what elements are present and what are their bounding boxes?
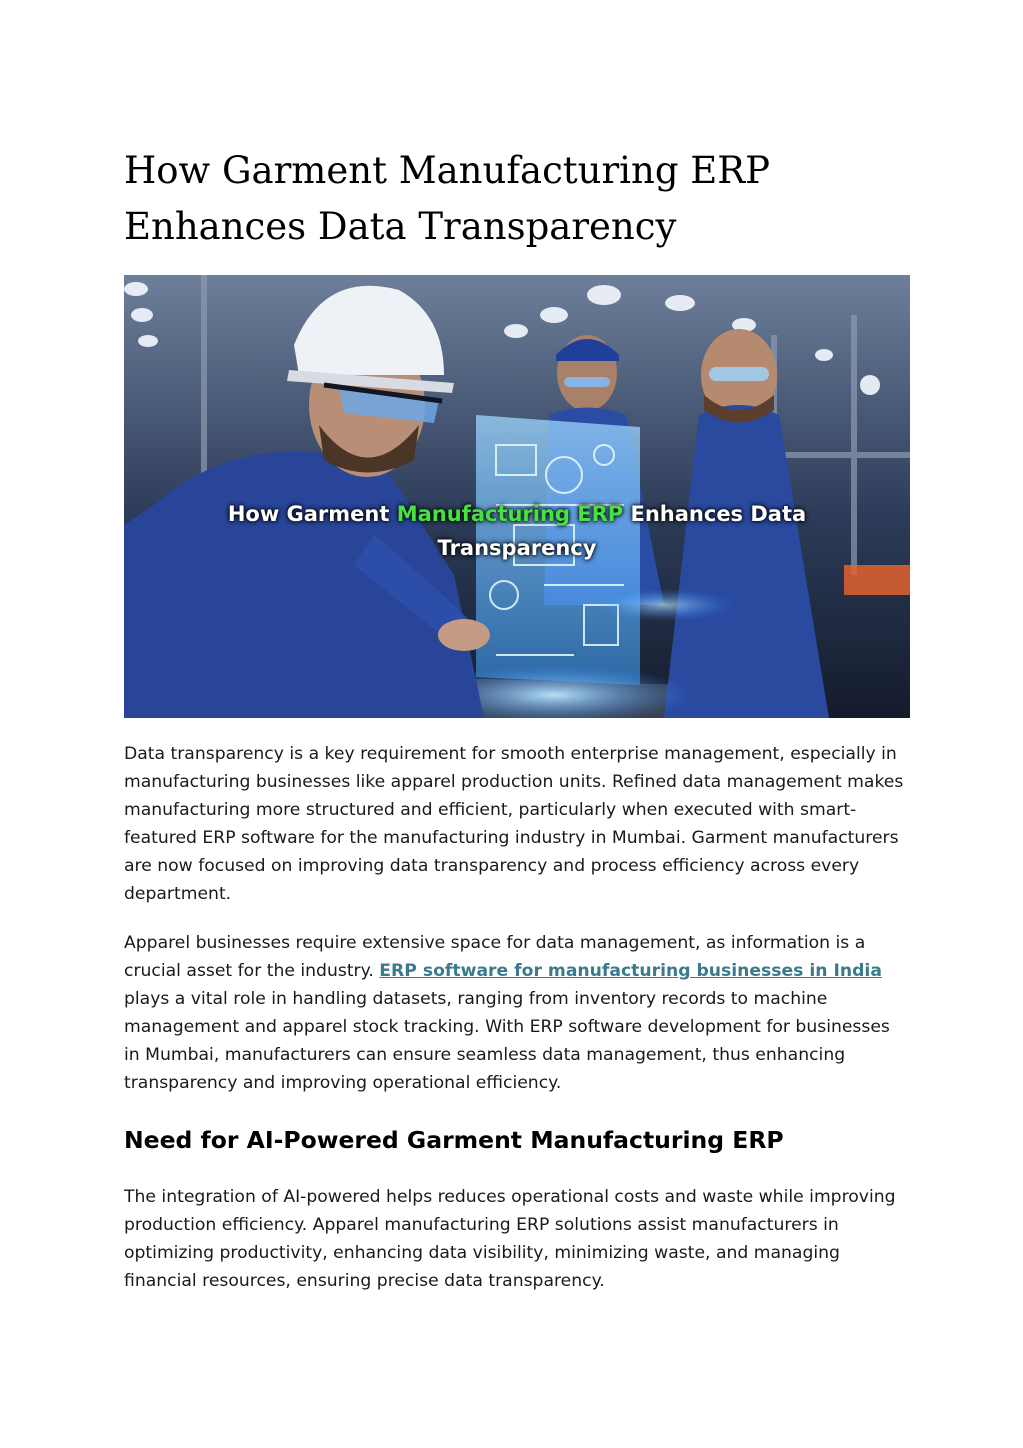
section-paragraph: The integration of AI-powered helps reduces operational costs and waste while improving production efficiency. Apparel manufacturing ERP solutions assist manufacturers in optimizing productivity, enhancing data visibility, minimizing waste, and managing financial resources, ensuring precise data transparency. <box>124 1187 896 1291</box>
intro-paragraph-1: Data transparency is a key requirement for smooth enterprise management, especially in manufacturing businesses like apparel production units. Refined data management makes manufacturing more structured and efficient, particularly when executed with smart-featured ERP software for the manufacturing industry in Mumbai. Garment manufacturers are now focused on improving data transparency and process efficiency across every department. <box>124 744 904 904</box>
hero-caption <box>124 497 910 565</box>
intro-paragraph-2-before: Apparel businesses require extensive space for data management, as information is a crucial asset for the industry. <box>124 933 866 981</box>
intro-paragraph-2-after: plays a vital role in handling datasets, ranging from inventory records to machine management and apparel stock tracking. With ERP software development for businesses in Mumbai, manufacturers can ensure seamless data management, thus enhancing transparency and improving operational efficiency. <box>124 989 890 1093</box>
erp-software-link[interactable]: ERP software for manufacturing businesses in India <box>379 961 882 981</box>
title-line-1: How Garment Manufacturing ERP <box>124 149 771 192</box>
hero-image <box>124 275 910 718</box>
section-heading: Need for AI-Powered Garment Manufacturing ERP <box>124 1126 784 1154</box>
hero-caption-accent: Manufacturing ERP <box>396 502 624 526</box>
intro-paragraph-2 <box>124 929 910 1097</box>
hero-caption-before: How Garment <box>227 502 397 526</box>
page-title <box>124 143 884 255</box>
hero-caption-after: Enhances Data Transparency <box>437 502 807 560</box>
title-line-2: Enhances Data Transparency <box>124 205 677 248</box>
